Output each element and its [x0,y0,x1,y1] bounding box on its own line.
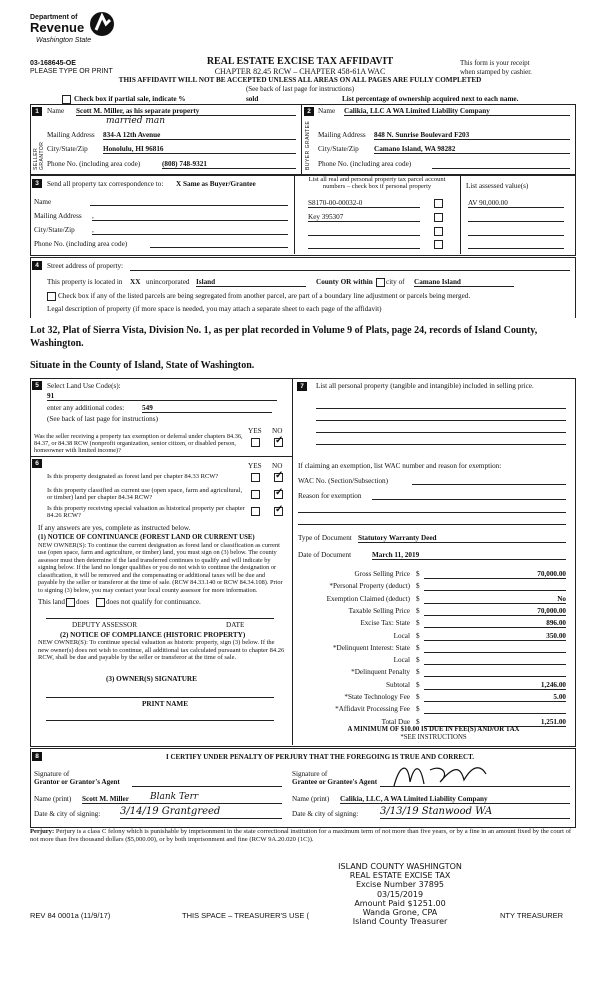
doc-date-label: Date of Document [298,551,352,559]
tax-row-label: *Delinquent Interest: State [332,643,410,652]
tax-row-dollar: $ [416,705,420,714]
treasurer-stamp [300,862,500,926]
partial-sale-label: Check box if partial sale, indicate % [74,95,186,103]
dept-big-text: Revenue [30,20,85,35]
corr-mail-value[interactable]: , [92,212,288,221]
tax-row-label: Excise Tax: State [360,619,410,628]
tax-row-label: Local [393,656,410,665]
doc-type-label: Type of Document [298,534,352,542]
tax-row-dollar: $ [416,693,420,701]
exemption-yes-checkbox[interactable] [251,438,260,447]
seller-side-label: SELLER GRANTOR [33,141,45,170]
tax-row-label: Exemption Claimed (deduct) [326,594,410,603]
grantee-name-label: Name (print) [292,795,330,803]
legal-description[interactable]: Lot 32, Plat of Sierra Vista, Division No. 1, as per plat recorded in Volume 9 of Plats, page 24, records of Island County, Washington. [30,325,538,349]
corr-city-value[interactable]: , [92,226,288,235]
seller-name-label: Name [47,107,65,115]
dept-small-text: Department of [30,14,78,21]
exemption-question: Was the seller receiving a property tax exemption or deferral under chapters 84.36, 84.37, or 84.38 RCW (nonprofit organization, senior citizen, or disabled person, homeowner with limited income)? [34,433,243,455]
city-of-checkbox[interactable] [376,278,385,287]
stamp-line-6: Wanda Grone, CPA [362,907,438,917]
seller-name[interactable]: Scott M. Miller, as his separate property [76,107,296,116]
parcel-4-checkbox[interactable] [434,240,443,249]
wac-field[interactable] [412,484,566,485]
doc-type[interactable]: Statutory Warranty Deed [358,534,566,543]
seller-city[interactable]: Honolulu, HI 96816 [103,145,296,154]
grantee-name[interactable]: Calikia, LLC, A WA Limited Liability Company [340,795,570,804]
reason-field[interactable] [372,499,566,500]
dept-logo [30,10,130,52]
footer-space: THIS SPACE – TREASURER'S USE ( [182,911,310,920]
historic-yes-checkbox[interactable] [251,507,260,516]
stamp-line-2: REAL ESTATE EXCISE TAX [349,871,451,881]
corr-name-label: Name [34,198,52,206]
footer-rev: REV 84 0001a (11/9/17) [30,911,111,920]
land-use-label: Select Land Use Code(s): [47,382,121,390]
tax-row-dollar: $ [416,717,420,726]
personal-prop-label: List all personal property (tangible and intangible) included in selling price. [316,382,534,390]
current-use-yes-checkbox[interactable] [251,490,260,499]
grantor-date[interactable]: 3/14/19 Grantgreed [120,806,282,819]
historic-no-checkbox[interactable] [274,507,283,516]
please-type: PLEASE TYPE OR PRINT [30,68,113,75]
tax-row-label: *Delinquent Penalty [351,668,410,677]
form-chapter: CHAPTER 82.45 RCW – CHAPTER 458-61A WAC [214,67,386,76]
section-5-tag: 5 [32,381,42,390]
forest-no-checkbox[interactable] [274,473,283,482]
buyer-name[interactable]: Calikia, LLC A WA Limited Liability Company [344,107,570,116]
street-label: Street address of property: [47,262,124,270]
seller-addr-label: Mailing Address [47,131,95,139]
tax-row-label: Taxable Selling Price [348,606,410,615]
seller-phone-label: Phone No. (including area code) [47,160,141,168]
stamp-line-4: 03/15/2019 [376,889,424,899]
print-name-label: PRINT NAME [142,700,188,708]
land-does-label: does [76,598,90,606]
forest-yes-checkbox[interactable] [251,473,260,482]
parcel-3[interactable] [308,227,420,236]
tax-row-value[interactable]: No [424,595,566,604]
buyer-city[interactable]: Camano Island, WA 98282 [374,145,570,154]
parcel-2-checkbox[interactable] [434,213,443,222]
grantee-sig-of: Signature of [292,770,328,778]
form-code: 03-168645-OE [30,60,76,67]
seller-handwritten: married man [106,116,166,126]
grantor-agent-label: Grantor or Grantor's Agent [34,778,120,786]
buyer-phone-label: Phone No. (including area code) [318,160,412,168]
assessed-2[interactable] [468,213,564,222]
assessed-3[interactable] [468,227,564,236]
sold-label: sold [246,95,259,103]
land-does-not-checkbox[interactable] [96,598,105,607]
grantee-agent-label: Grantee or Grantee's Agent [292,778,378,786]
unincorporated-label: unincorporated [146,278,190,286]
land-use-code[interactable]: 91 [47,392,277,401]
tax-row-dollar: $ [416,668,420,677]
reason-label: Reason for exemption [298,492,362,500]
segregated-checkbox[interactable] [47,292,56,301]
dept-state-text: Washington State [36,37,92,44]
grantor-signature[interactable] [132,786,282,787]
send-label: Send all property tax correspondence to: [47,180,164,188]
form-warning: THIS AFFIDAVIT WILL NOT BE ACCEPTED UNLESS ALL AREAS ON ALL PAGES ARE FULLY COMPLETED [118,76,482,84]
section-7-tag: 7 [297,382,307,391]
no-head-6: NO [272,462,283,470]
buyer-addr-label: Mailing Address [318,131,366,139]
corr-city-label: City/State/Zip [34,226,75,234]
date-label: DATE [226,621,245,629]
doc-date[interactable]: March 11, 2019 [372,551,566,560]
tax-row-value[interactable] [424,656,566,665]
tax-row-label: *State Technology Fee [344,693,410,701]
yes-head-5: YES [248,427,262,435]
tax-row-label: Gross Selling Price [354,570,410,578]
seller-phone[interactable]: (808) 748-9321 [162,160,296,169]
section-1-tag: 1 [32,107,42,116]
perjury-text: Perjury is a class C felony which is punishable by imprisonment in the state correctional institution for a maximum term of not more than five years, or by a fine in an amount fixed by the court of not more than five thousand dollars ($5,000.00), or by both imprisonment and fine (RCW 9A.20.020 (1C)). [30,828,572,843]
footer-treasurer: NTY TREASURER [500,911,564,920]
seller-city-label: City/State/Zip [47,145,88,153]
minimum-note: A MINIMUM OF $10.00 IS DUE IN FEE(S) AND/OR TAX [347,726,520,733]
segregated-label: Check box if any of the listed parcels are being segregated from another parcel, are part of a boundary line adjustment or parcels being merged. [58,292,471,300]
tax-row-value[interactable] [424,644,566,653]
tax-row-label: *Personal Property (deduct) [329,582,410,591]
grantor-date-label: Date & city of signing: [34,810,101,818]
notice2-text: NEW OWNER(S): To continue special valuation as historic property, sign (3) below. If the new owner(s) does not wish to continue, all additional tax calculated pursuant to chapter 84.26 RCW, shall be due and payable by the seller or transferor at the time of sale. [38,639,285,662]
stamp-line-1: ISLAND COUNTY WASHINGTON [338,862,462,871]
stamp-line-3: Excise Number 37895 [355,880,445,890]
land-use-see-back: (See back of last page for instructions) [47,415,158,423]
form-see-back: (See back of last page for instructions) [245,85,355,93]
grantee-date-label: Date & city of signing: [292,810,359,818]
city-value[interactable]: Camano Island [414,278,514,287]
parcel-4[interactable] [308,240,420,249]
minimum-see: *SEE INSTRUCTIONS [400,734,467,741]
form-title: REAL ESTATE EXCISE TAX AFFIDAVIT [206,56,394,67]
land-does-checkbox[interactable] [66,598,75,607]
tax-row-dollar: $ [416,656,420,665]
tax-row-label: Local [393,631,410,640]
county-label: County OR within [316,278,373,286]
tax-row-value[interactable] [424,582,566,591]
assessed-head: List assessed value(s) [466,182,529,190]
stamp-line-7: Island County Treasurer [352,917,448,927]
notice2-title: (2) NOTICE OF COMPLIANCE (HISTORIC PROPERTY) [60,631,246,639]
tax-row-value[interactable]: 1,246.00 [424,681,566,690]
this-land-label: This land [38,598,65,606]
additional-label: enter any additional codes: [47,404,125,412]
located-mark[interactable]: XX [130,278,141,286]
parcel-1-checkbox[interactable] [434,199,443,208]
pct-list-label: List percentage of ownership acquired next to each name. [342,95,519,103]
section-4-tag: 4 [32,261,42,270]
receipt-note-2: when stamped by cashier. [460,68,532,76]
corr-mail-label: Mailing Address [34,212,82,220]
stamp-line-5: Amount Paid $1251.00 [354,898,446,908]
legal-label: Legal description of property (if more space is needed, you may attach a separate sheet to each page of the affidavit) [47,305,382,313]
deputy-assessor-label: DEPUTY ASSESSOR [72,621,138,629]
tax-row-value[interactable] [424,668,566,677]
grantee-date[interactable]: 3/13/19 Stanwood WA [380,806,570,819]
buyer-side-label: BUYER GRANTEE [305,120,311,170]
perjury-note [30,828,574,843]
tax-row-value[interactable]: 350.00 [424,632,566,641]
tax-row-dollar: $ [416,680,420,689]
additional-codes[interactable]: 549 [142,404,272,413]
section-3-tag: 3 [32,179,42,188]
tax-row-value[interactable]: 70,000.00 [424,607,566,616]
notice1-title: (1) NOTICE OF CONTINUANCE (FOREST LAND OR CURRENT USE) [38,534,255,541]
assessed-1[interactable]: AV 90,000.00 [468,199,564,208]
land-does-not-label: does not qualify for continuance. [106,598,201,606]
tax-row-dollar: $ [416,606,420,615]
forest-question: Is this property designated as forest land per chapter 84.33 RCW? [47,473,219,480]
tax-row-value[interactable]: 5.00 [424,693,566,702]
wac-label: WAC No. (Section/Subsection) [298,477,389,485]
tax-row-dollar: $ [416,631,420,640]
tax-row-value[interactable]: 1,251.00 [424,718,566,727]
send-value[interactable]: X Same as Buyer/Grantee [176,180,256,188]
historic-question: Is this property receiving special valuation as historical property per chapter 84.26 RCW? [47,505,245,520]
parcel-1[interactable]: S8170-00-00032-0 [308,199,420,208]
tax-row-dollar: $ [416,594,420,603]
buyer-city-label: City/State/Zip [318,145,359,153]
tax-row-dollar: $ [416,619,420,628]
exemption-claim-label: If claiming an exemption, list WAC number and reason for exemption: [298,462,502,470]
located-text: This property is located in [47,278,123,286]
no-head-5: NO [272,427,283,435]
notice1-text: NEW OWNER(S): To continue the current designation as forest land or classification as current use (open space, farm and agriculture, or timber) land, you must sign on (3) below. The county assessor must then determine if the land transferred continues to qualify and will indicate by signing below. If the land no longer qualifies or you do not wish to continue the designation or classification, it will be removed and the compensating or additional taxes will be due and payable by the seller or transferor at the time of sale. (RCW 84.33.140 or RCW 84.34.108). Prior to signing (3) below, you may contact your local county assessor for more information. [38,542,283,594]
buyer-name-label: Name [318,107,336,115]
section-6-tag: 6 [32,459,42,468]
partial-sale-checkbox[interactable] [62,95,71,104]
parcel-head: List all real and personal property tax parcel account numbers – check box if personal property [308,176,446,191]
tax-row-dollar: $ [416,582,420,591]
section-2-tag: 2 [304,107,314,116]
tax-row-value[interactable]: 896.00 [424,619,566,628]
section-8-tag: 8 [32,752,42,761]
tax-row-label: Total Due [381,717,410,726]
grantor-name-handwriting: Blank Terr [150,792,199,802]
dept-logo-icon [88,10,116,38]
legal-situate[interactable]: Situate in the County of Island, State of Washington. [30,360,255,371]
perjury-label: Perjury: [30,828,55,835]
assessed-4[interactable] [468,240,564,249]
current-use-no-checkbox[interactable] [274,490,283,499]
current-use-question: Is this property classified as current use (open space, farm and agricultural, or timber) land per chapter 84.34 RCW? [47,487,243,502]
parcel-2[interactable]: Key 395307 [308,213,420,222]
seller-addr[interactable]: 834-A 12th Avenue [103,131,296,140]
if-yes-note: If any answers are yes, complete as instructed below. [38,524,191,532]
grantor-sig-of: Signature of [34,770,70,778]
yes-head-6: YES [248,462,262,470]
owner-sig-label: (3) OWNER(S) SIGNATURE [106,675,197,683]
grantor-name[interactable]: Scott M. Miller [82,795,282,804]
grantor-name-label: Name (print) [34,795,72,803]
location-county[interactable]: Island [196,278,306,287]
city-of-label: city of [386,278,405,286]
tax-row-label: Subtotal [386,680,410,689]
tax-row-label: *Affidavit Processing Fee [335,705,410,714]
corr-phone-label: Phone No. (including area code) [34,240,128,248]
tax-row-value[interactable]: 70,000.00 [424,570,566,579]
certify-text: I CERTIFY UNDER PENALTY OF PERJURY THAT THE FOREGOING IS TRUE AND CORRECT. [165,753,474,761]
parcel-3-checkbox[interactable] [434,227,443,236]
tax-row-value[interactable] [424,705,566,714]
tax-row-dollar: $ [416,570,420,578]
buyer-phone[interactable] [432,160,570,169]
exemption-no-checkbox[interactable] [274,438,283,447]
receipt-note-1: This form is your receipt [460,59,530,67]
tax-row-dollar: $ [416,643,420,652]
buyer-addr[interactable]: 848 N. Sunrise Boulevard F203 [374,131,570,140]
